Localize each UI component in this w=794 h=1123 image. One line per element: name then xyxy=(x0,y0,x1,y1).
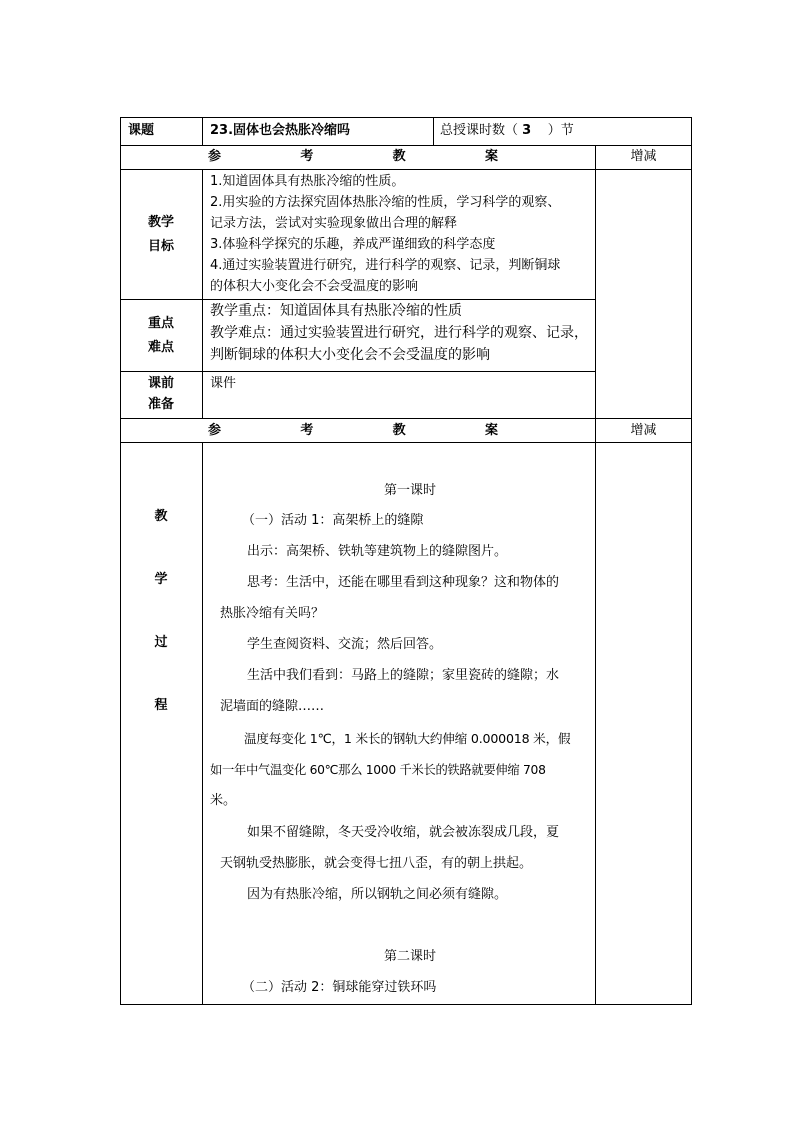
process-line: 学生查阅资料、交流；然后回答。 xyxy=(247,637,443,652)
reference-char: 教 xyxy=(392,423,406,438)
lesson-label: 课题 xyxy=(128,123,155,138)
preparation-label-line: 课前 xyxy=(147,376,174,391)
process-label-char: 程 xyxy=(154,698,168,713)
process-line: 如果不留缝隙，冬天受冷收缩，就会被冻裂成几段，夏 xyxy=(247,825,560,840)
table-rule xyxy=(433,117,434,146)
table-rule xyxy=(595,145,596,443)
process-label-char: 学 xyxy=(154,572,168,587)
reference-char: 考 xyxy=(300,423,314,438)
goal-line: 2.用实验的方法探究固体热胀冷缩的性质，学习科学的观察、 xyxy=(210,195,561,210)
key-point-line: 教学难点：通过实验装置进行研究，进行科学的观察、记录， xyxy=(210,325,588,341)
key-points-label-line: 难点 xyxy=(147,340,174,355)
table-border-right xyxy=(691,117,692,1005)
table-rule xyxy=(120,371,596,372)
reference-char: 参 xyxy=(208,149,222,164)
table-rule xyxy=(202,169,203,419)
goal-line: 1.知道固体具有热胀冷缩的性质。 xyxy=(210,174,405,189)
goal-line: 4.通过实验装置进行研究，进行科学的观察、记录，判断铜球 xyxy=(210,258,561,273)
reference-char: 考 xyxy=(300,149,314,164)
goals-label-line: 教学 xyxy=(147,215,174,230)
process-line: 米。 xyxy=(210,793,237,808)
goal-line: 记录方法，尝试对实验现象做出合理的解释 xyxy=(210,216,458,231)
adjust-label: 增减 xyxy=(630,149,657,164)
table-rule xyxy=(202,442,203,1005)
total-hours xyxy=(440,120,574,141)
total-hours-suffix: ）节 xyxy=(547,123,574,138)
adjust-label: 增减 xyxy=(630,423,657,438)
lesson1-title: 第一课时 xyxy=(383,483,436,498)
key-points-label-line: 重点 xyxy=(147,316,174,331)
process-line: 生活中我们看到：马路上的缝隙；家里瓷砖的缝隙；水 xyxy=(247,668,560,683)
process-line: 温度每变化 1℃，1 米长的钢轨大约伸缩 0.000018 米，假 xyxy=(244,731,571,746)
reference-header xyxy=(208,146,498,167)
key-point-line: 教学重点：知道固体具有热胀冷缩的性质 xyxy=(210,303,462,319)
process-line: 如一年中气温变化 60℃那么 1000 千米长的铁路就要伸缩 708 xyxy=(210,763,546,777)
goals-content xyxy=(210,171,594,297)
key-points-label xyxy=(121,312,201,360)
lesson2-title: 第二课时 xyxy=(383,949,436,964)
table-border-bottom xyxy=(120,1004,692,1005)
key-points-content xyxy=(210,300,594,366)
total-hours-prefix: 总授课时数（ xyxy=(440,123,519,138)
process-line: 思考：生活中，还能在哪里看到这种现象？这和物体的 xyxy=(247,575,560,590)
goals-label xyxy=(121,211,201,259)
table-rule xyxy=(595,442,596,1005)
process-line: 出示：高架桥、铁轨等建筑物上的缝隙图片。 xyxy=(247,544,508,559)
lesson-title: 23.固体也会热胀冷缩吗 xyxy=(210,123,351,138)
table-rule xyxy=(120,442,692,443)
goals-label-line: 目标 xyxy=(147,239,174,254)
reference-char: 教 xyxy=(392,149,406,164)
preparation-label-line: 准备 xyxy=(147,397,174,412)
process-line: 因为有热胀冷缩，所以钢轨之间必须有缝隙。 xyxy=(247,887,508,902)
reference-char: 案 xyxy=(484,149,498,164)
key-point-line: 判断铜球的体积大小变化会不会受温度的影响 xyxy=(210,347,490,363)
process-line: （一）活动 1：高架桥上的缝隙 xyxy=(242,513,424,528)
process-line: 泥墙面的缝隙…… xyxy=(220,699,325,714)
preparation-label xyxy=(121,373,201,415)
table-rule xyxy=(202,117,203,146)
table-rule xyxy=(120,418,692,419)
total-hours-value: 3 xyxy=(522,123,532,138)
table-rule xyxy=(120,169,692,170)
goal-line: 3.体验科学探究的乐趣，养成严谨细致的科学态度 xyxy=(210,237,496,252)
reference-char: 案 xyxy=(484,423,498,438)
process-line: 天钢轨受热膨胀，就会变得七扭八歪，有的朝上拱起。 xyxy=(220,856,533,871)
activity2-title: （二）活动 2：铜球能穿过铁环吗 xyxy=(242,980,437,995)
process-label-char: 过 xyxy=(154,635,168,650)
process-line: 热胀冷缩有关吗？ xyxy=(220,606,325,621)
reference-header xyxy=(208,420,498,441)
table-border-top xyxy=(120,117,692,118)
reference-char: 参 xyxy=(208,423,222,438)
goal-line: 的体积大小变化会不会受温度的影响 xyxy=(210,279,419,294)
preparation-content: 课件 xyxy=(210,376,237,391)
process-label-char: 教 xyxy=(154,509,168,524)
